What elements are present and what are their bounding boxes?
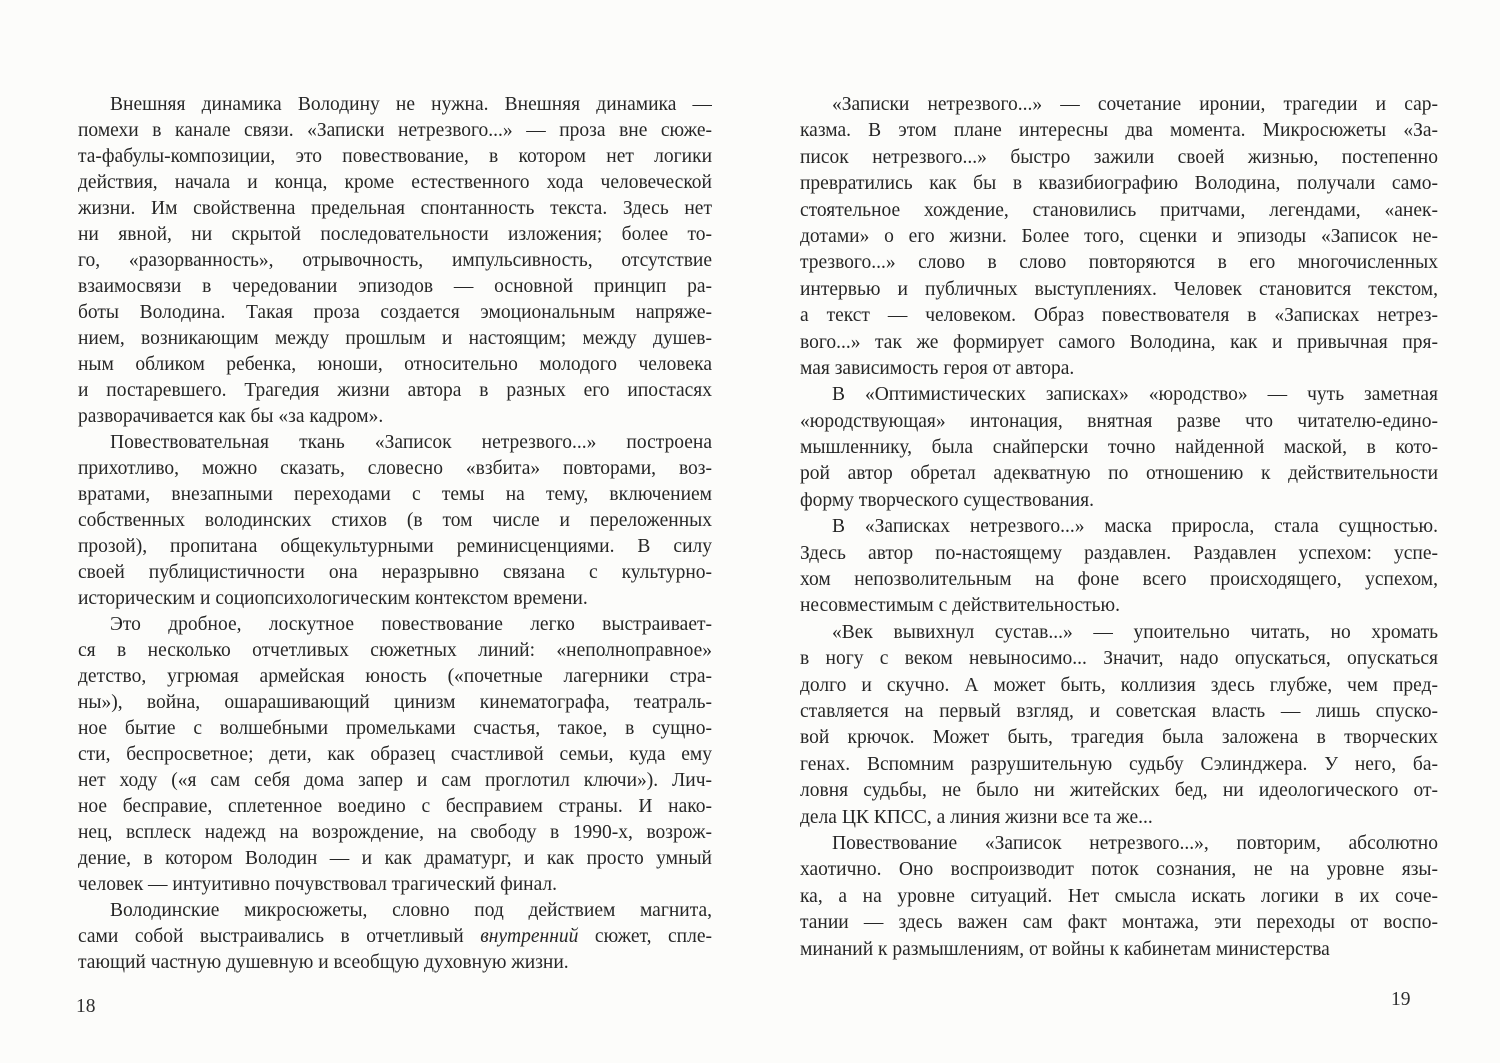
text-line: «Век вывихнул сустав...» — упоительно читать, но хромать [832, 621, 1438, 643]
paragraph [78, 92, 712, 430]
text-line: действия, начала и конца, кроме естественного хода человеческой [78, 172, 712, 193]
text-line: ни явной, ни скрытой последовательности изложения; более то- [78, 224, 712, 245]
text-line: а текст — человеком. Образ повествователя в «Записках нетрез- [800, 305, 1438, 327]
text-line: историческим и социопсихологическим контекстом времени. [78, 588, 588, 609]
page-number-right: 19 [1391, 989, 1411, 1010]
page-number-left: 18 [76, 996, 96, 1017]
text-line: Здесь автор по-настоящему раздавлен. Раздавлен успехом: успе- [800, 542, 1438, 564]
text-line: ловня судьбы, не было ни житейских бед, ни идеологического от- [800, 780, 1438, 802]
text-line: собственных володинских стихов (в том числе и переложенных [78, 510, 712, 531]
text-line: прозой), пропитана общекультурными реминисценциями. В силу [78, 536, 712, 557]
text-line: в ногу с веком невыносимо... Значит, надо опускаться, опускаться [800, 648, 1438, 670]
text-line: взаимосвязи в чередовании эпизодов — основной принцип ра- [78, 276, 712, 297]
text-line: ны»), война, ошарашивающий цинизм кинематографа, театраль- [78, 692, 712, 713]
text-line: нец, всплеск надежд на возрождение, на свободу в 1990-х, возрож- [78, 822, 712, 843]
text-line: мышленнику, была снайперски точно найденной маской, в кото- [800, 437, 1438, 459]
paragraph [78, 898, 712, 976]
text-line: мая зависимость героя от автора. [800, 357, 1075, 379]
text-line: «юродствующая» интонация, внятная разве что читателю-едино- [800, 410, 1438, 432]
text-line: жизни. Им свойственна предельная спонтанность текста. Здесь нет [78, 198, 712, 219]
paragraph [800, 620, 1438, 831]
text-line: Это дробное, лоскутное повествование легко выстраивает- [110, 614, 712, 635]
text-line: своей публицистичности она неразрывно связана с культурно- [78, 562, 712, 583]
text-line: дотами» о его жизни. Более того, сценки и эпизоды «Записок не- [800, 225, 1438, 247]
paragraph [800, 514, 1438, 620]
text-line: ное бесправие, сплетенное воедино с бесправием страны. И нако- [78, 796, 712, 817]
text-line: человек — интуитивно почувствовал трагический финал. [78, 874, 558, 895]
text-line: стоятельное хождение, становились притчами, легендами, «анек- [800, 199, 1438, 221]
text-line: Внешняя динамика Володину не нужна. Внешняя динамика — [110, 94, 712, 115]
text-line: ка, а на уровне ситуаций. Нет смысла искать логики в их соче- [800, 885, 1438, 907]
text-line: трезвого...» слово в слово повторяются в его многочисленных [800, 252, 1438, 274]
text-line: боты Володина. Такая проза создается эмоциональным напряже- [78, 302, 712, 323]
paragraph [78, 612, 712, 898]
text-line: разворачивается как бы «за кадром». [78, 406, 384, 427]
text-line: Повествование «Записок нетрезвого...», повторим, абсолютно [832, 832, 1438, 854]
text-line: ным обликом ребенка, юноши, относительно молодого человека [78, 354, 712, 375]
text-line: нием, возникающим между прошлым и настоящим; между душев- [78, 328, 712, 349]
text-line: детство, угрюмая армейская юность («почетные лагерники стра- [78, 666, 712, 687]
text-line: дение, в котором Володин — и как драматург, и как просто умный [78, 848, 712, 869]
page-19-text-block [800, 92, 1438, 963]
text-line: Володинские микросюжеты, словно под действием магнита, [110, 900, 712, 921]
text-line: дела ЦК КПСС, а линия жизни все та же... [800, 806, 1153, 828]
text-line: казма. В этом плане интересны два момента. Микросюжеты «За- [800, 120, 1438, 142]
paragraph [800, 831, 1438, 963]
text-line: прихотливо, можно сказать, словесно «взбита» повторами, воз- [78, 458, 712, 479]
text-line: рой автор обретал адекватную по отношению к действительности [800, 463, 1438, 485]
text-line: тающий частную душевную и всеобщую духовную жизни. [78, 952, 569, 973]
text-line: го, «разорванность», отрывочность, импульсивность, отсутствие [78, 250, 712, 271]
text-line: ся в несколько отчетливых сюжетных линий: «неполноправное» [78, 640, 712, 661]
text-line: минаний к размышлениям, от войны к кабинетам министерства [800, 938, 1330, 960]
text-line: хом непозволительным на фоне всего происходящего, успехом, [800, 569, 1438, 591]
page-19 [750, 0, 1500, 1063]
page-18-text-block [78, 92, 712, 976]
text-line: Повествовательная ткань «Записок нетрезвого...» построена [110, 432, 712, 453]
text-line: генах. Вспомним разрушительную судьбу Сэлинджера. У него, ба- [800, 753, 1438, 775]
text-line: сами собой выстраивались в отчетливый внутренний сюжет, спле- [78, 926, 712, 947]
text-line: помехи в канале связи. «Записки нетрезвого...» — проза вне сюже- [78, 120, 712, 141]
paragraph [800, 92, 1438, 382]
text-line: тании — здесь важен сам факт монтажа, эти переходы от воспо- [800, 912, 1438, 934]
text-line: ставляется на первый взгляд, и советская власть — лишь спуско- [800, 700, 1438, 722]
paragraph [78, 430, 712, 612]
text-line: вратами, внезапными переходами с темы на тему, включением [78, 484, 712, 505]
text-line: та-фабулы-композиции, это повествование, в котором нет логики [78, 146, 712, 167]
text-line: вого...» так же формирует самого Володина, как и привычная пря- [800, 331, 1438, 353]
text-line: интервью и публичных выступлениях. Человек становится текстом, [800, 278, 1438, 300]
text-line: нет ходу («я сам себя дома запер и сам проглотил ключи»). Лич- [78, 770, 712, 791]
text-line: «Записки нетрезвого...» — сочетание иронии, трагедии и сар- [832, 94, 1438, 115]
text-line: В «Записках нетрезвого...» маска приросла, стала сущностью. [832, 516, 1438, 538]
text-line: вой крючок. Может быть, трагедия была заложена в творческих [800, 727, 1438, 749]
text-line: ное бытие с волшебными промельками счастья, такое, в сущно- [78, 718, 712, 739]
text-line: превратились как бы в квазибиографию Володина, получали само- [800, 173, 1438, 195]
text-line: форму творческого существования. [800, 489, 1095, 511]
text-line: хаотично. Оно воспроизводит поток сознания, не на уровне язы- [800, 859, 1438, 881]
paragraph [800, 382, 1438, 514]
text-line: долго и скучно. А может быть, коллизия здесь глубже, чем пред- [800, 674, 1438, 696]
text-line: писок нетрезвого...» быстро зажили своей жизнью, постепенно [800, 146, 1438, 168]
text-line: сти, беспросветное; дети, как образец счастливой семьи, куда ему [78, 744, 712, 765]
text-line: и постаревшего. Трагедия жизни автора в разных его ипостасях [78, 380, 712, 401]
text-line: В «Оптимистических записках» «юродство» — чуть заметная [832, 384, 1438, 406]
text-line: несовместимым с действительностью. [800, 595, 1120, 617]
